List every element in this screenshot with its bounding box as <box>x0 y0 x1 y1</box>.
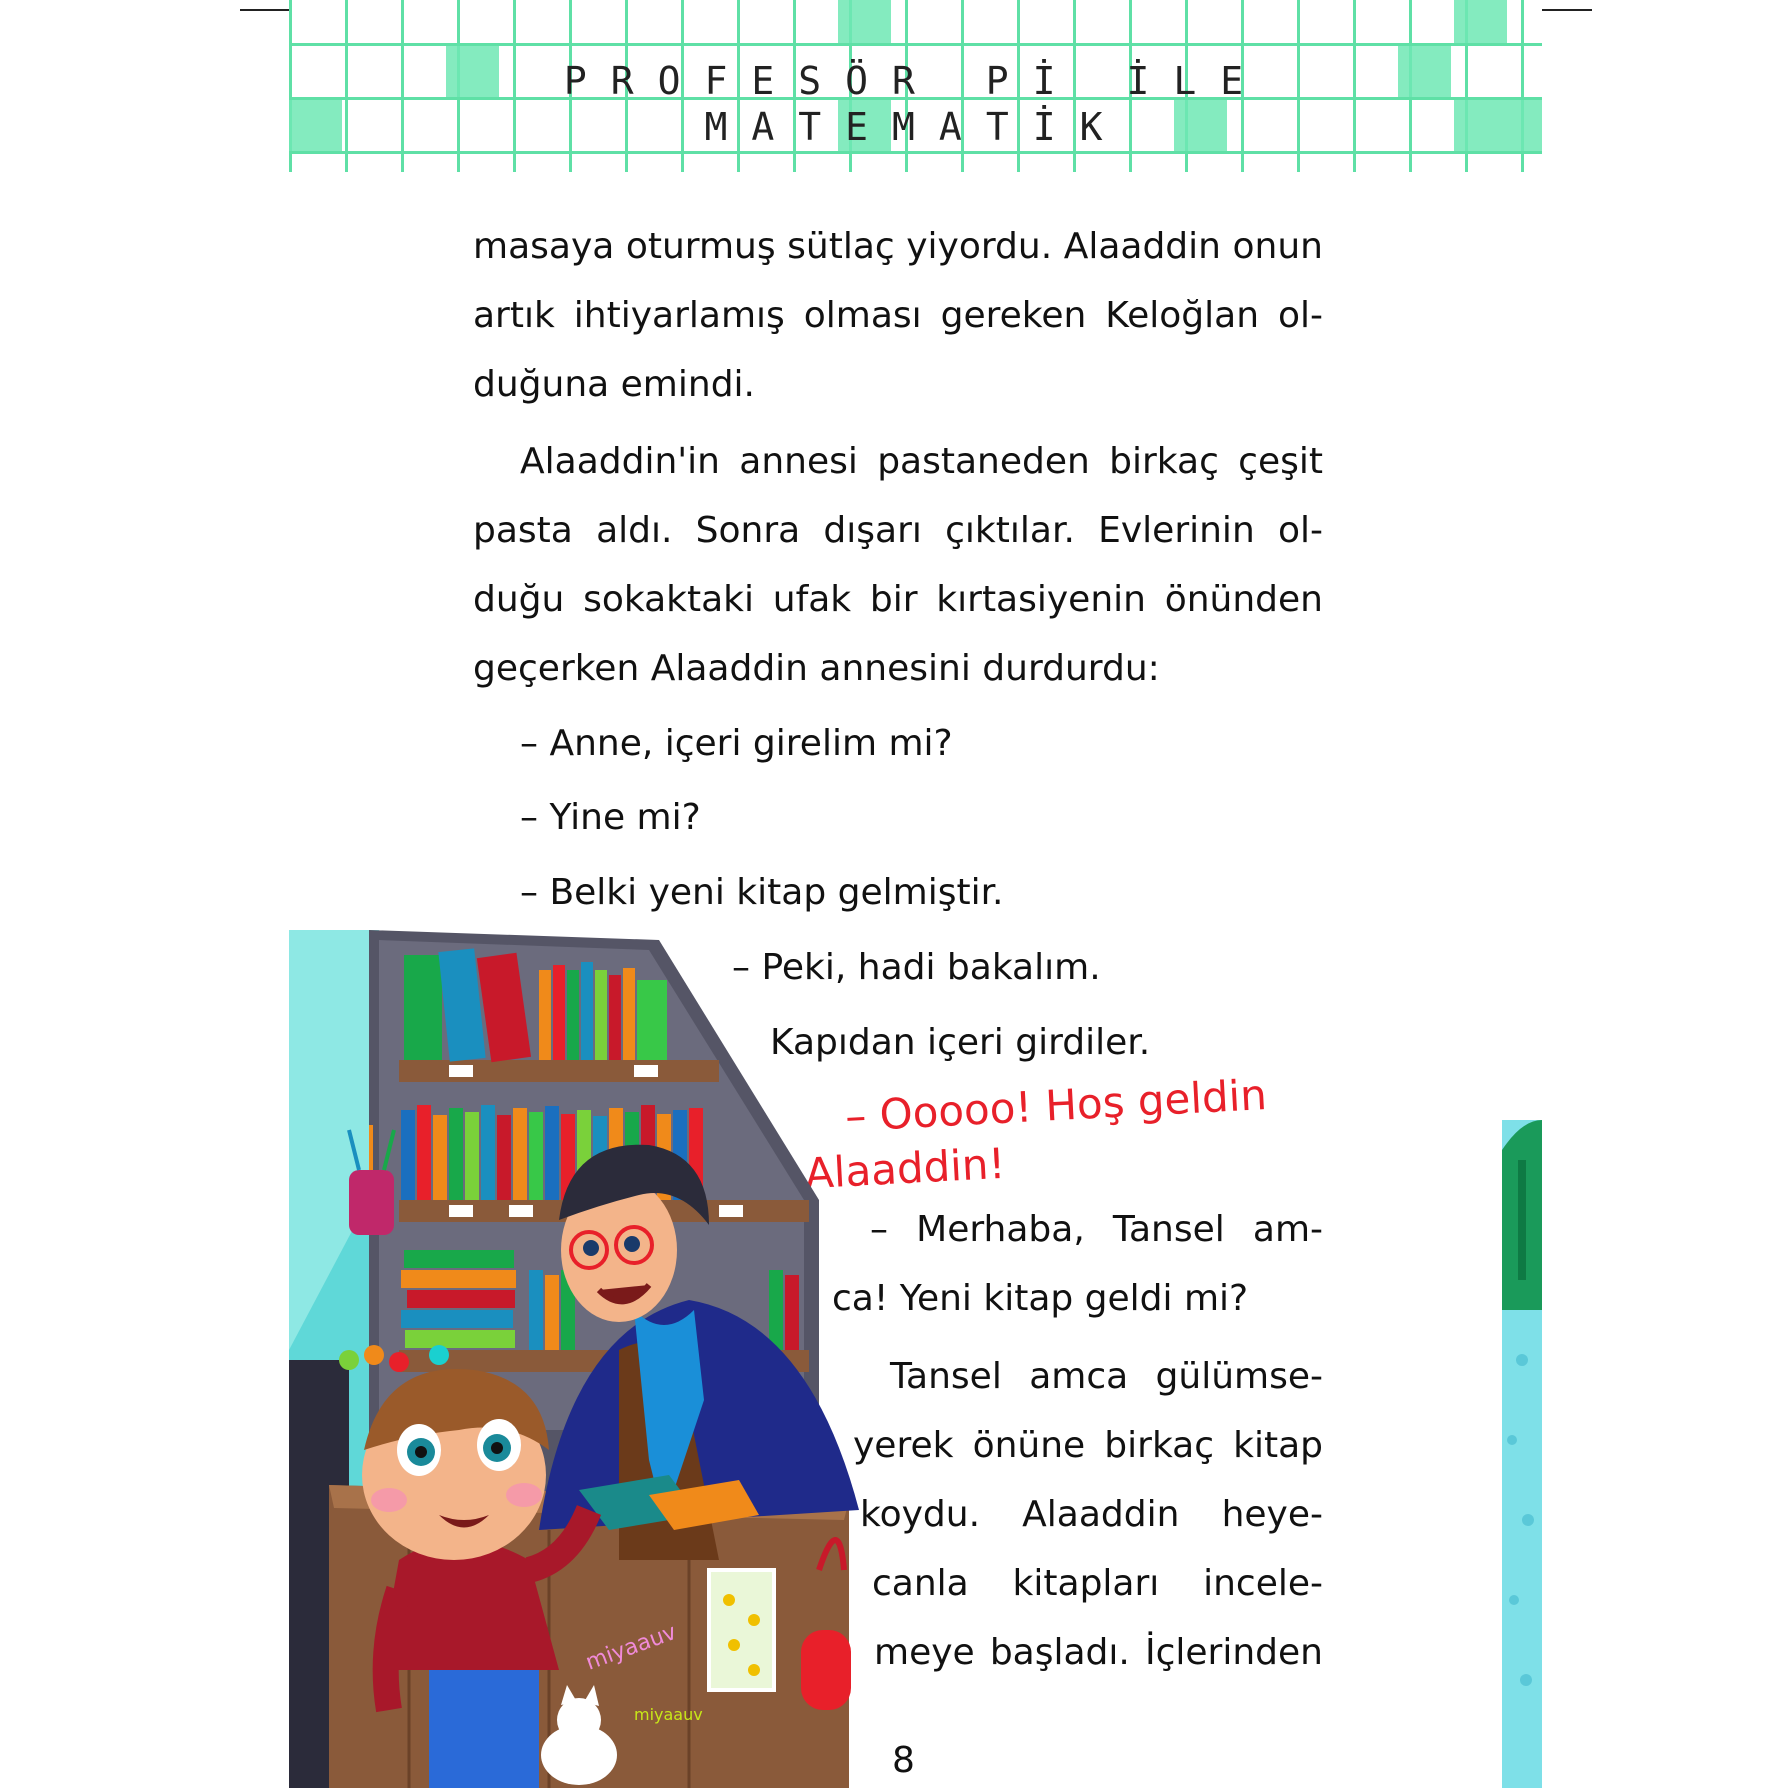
paragraph1-line: artık ihtiyarlamış olması gereken Keloğlan ol- <box>473 295 1323 336</box>
reply-line: – Merhaba, Tansel am- <box>870 1209 1323 1250</box>
reply-line: ca! Yeni kitap geldi mi? <box>832 1278 1249 1319</box>
grid-cell <box>1454 0 1507 43</box>
dialogue-line: – Yine mi? <box>520 797 701 838</box>
paragraph3-line: meye başladı. İçlerinden <box>874 1632 1323 1673</box>
dialogue-line: – Peki, hadi bakalım. <box>732 947 1101 988</box>
paragraph2-line: Alaaddin'in annesi pastaneden birkaç çeşit <box>520 441 1323 482</box>
watermark-2: miyaauv <box>634 1705 703 1724</box>
paragraph2-line: geçerken Alaaddin annesini durdurdu: <box>473 648 1160 689</box>
dialogue-line: – Anne, içeri girelim mi? <box>520 723 953 764</box>
grid-cell <box>838 0 891 43</box>
paragraph3-line: Tansel amca gülümse- <box>890 1356 1323 1397</box>
crop-mark-right <box>1542 9 1592 11</box>
watermark-1: miyaauv <box>582 1619 680 1676</box>
header-title-line1: PROFESÖR Pİ İLE <box>563 59 1268 103</box>
paragraph3-line: yerek önüne birkaç kitap <box>853 1425 1323 1466</box>
header-title <box>289 59 1542 149</box>
shout-line: – Ooooo! Hoş geldin <box>843 1069 1268 1142</box>
shout-line: Alaaddin! <box>803 1138 1007 1199</box>
bookshop-illustration <box>289 930 869 1788</box>
paragraph2-line: pasta aldı. Sonra dışarı çıktılar. Evlerinin ol- <box>473 510 1323 551</box>
narration-line: Kapıdan içeri girdiler. <box>770 1022 1151 1063</box>
paragraph1-line: duğuna emindi. <box>473 364 755 405</box>
page-header <box>289 0 1542 172</box>
dialogue-line: – Belki yeni kitap gelmiştir. <box>520 872 1004 913</box>
paragraph1-line: masaya oturmuş sütlaç yiyordu. Alaaddin onun <box>473 226 1323 267</box>
paragraph3-line: canla kitapları incele- <box>872 1563 1323 1604</box>
header-title-line2: MATEMATİK <box>704 105 1127 149</box>
crop-mark-left <box>240 9 290 11</box>
right-edge-decoration <box>1498 1120 1542 1788</box>
paragraph3-line: koydu. Alaaddin heye- <box>860 1494 1323 1535</box>
paragraph2-line: duğu sokaktaki ufak bir kırtasiyenin önünden <box>473 579 1323 620</box>
page-number: 8 <box>892 1740 915 1781</box>
